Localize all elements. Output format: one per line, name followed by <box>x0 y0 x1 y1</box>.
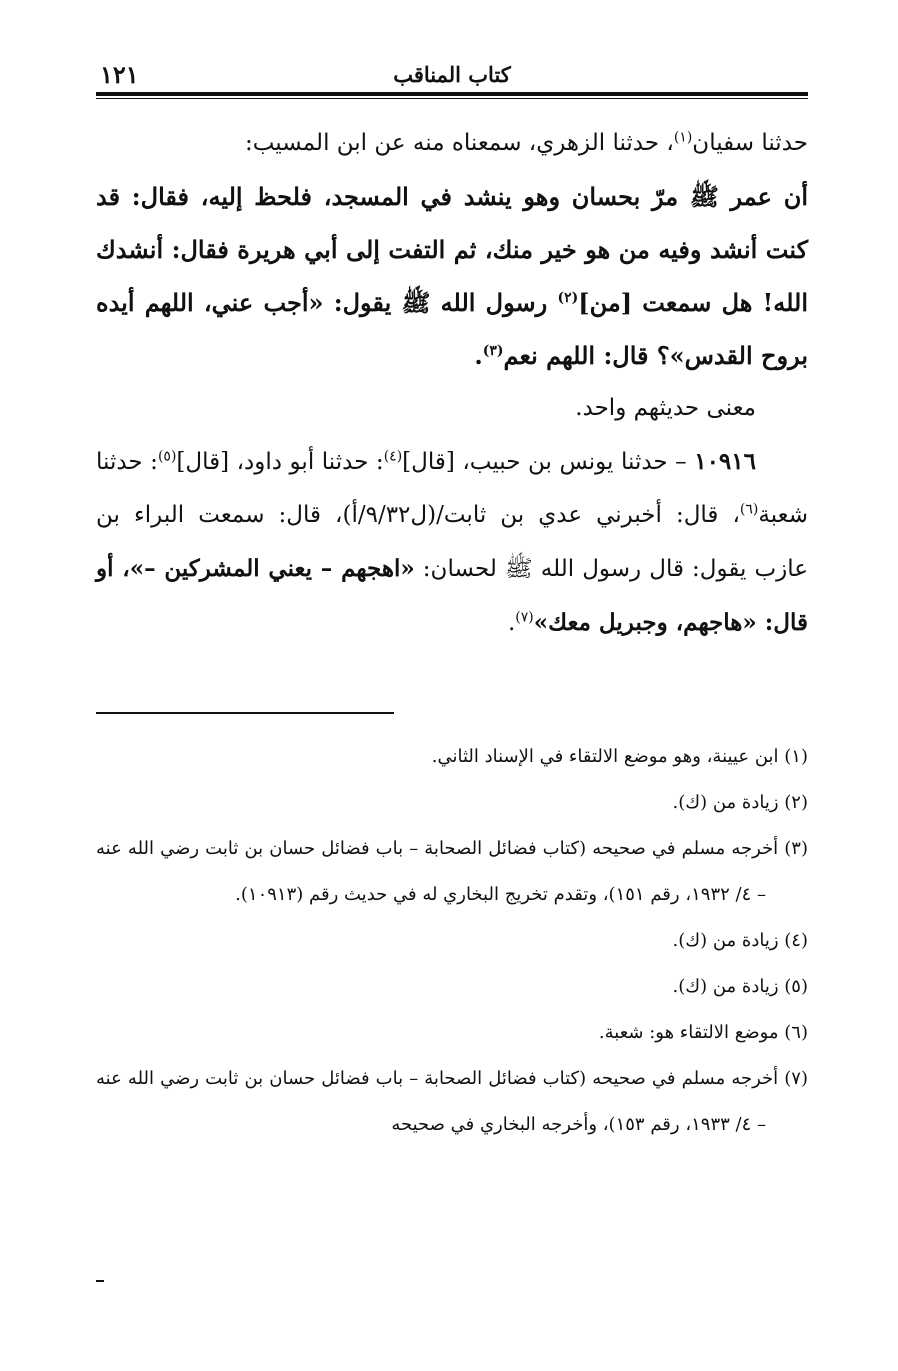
footnote-ref-6: (٦) <box>739 501 759 518</box>
footnote-ref-3: (٣) <box>482 343 504 359</box>
para4-bold-quote: «اهجهم – يعني المشركين –»، أو قال: «هاجهم، وجبريل معك» <box>96 555 808 636</box>
para4-part-d: ، قال: أخبرني عدي بن ثابت/(ل٩/٣٢/أ)، قال: سمعت البراء بن عازب يقول: قال رسول الله ﷺ لحسان: <box>96 502 808 582</box>
footnotes-section <box>96 734 808 1148</box>
footnote-ref-2: (٢) <box>557 290 579 306</box>
para1-rest: ، حدثنا الزهري، سمعناه منه عن ابن المسيب: <box>244 130 674 156</box>
header-rule-thin <box>96 98 808 99</box>
footnote-4: (٤) زيادة من (ك). <box>672 930 808 951</box>
header-rule-thick <box>96 92 808 96</box>
page-header <box>96 56 808 90</box>
hadith-number: ١٠٩١٦ <box>694 448 756 475</box>
footnote-ref-7: (٧) <box>515 609 534 626</box>
chapter-title: كتاب المناقب <box>393 62 511 87</box>
para4-part-a: – حدثنا يونس بن حبيب، [قال] <box>402 449 695 475</box>
para2-part-a: أن عمر ﷺ مرّ بحسان وهو ينشد في المسجد، فلحظ إليه، فقال: قد كنت أنشد وفيه من هو خير منك، ثم التفت إلى أبي هريرة فقال: أنشدك الله! هل سمعت [من] <box>96 182 809 317</box>
para1-text: حدثنا سفيان <box>692 130 808 156</box>
paragraph-chain-1 <box>96 117 808 170</box>
para2-part-b: رسول الله ﷺ يقول: «أجب عني، اللهم أيده بروح القدس»؟ قال: اللهم نعم <box>96 288 808 370</box>
paragraph-hadith-2 <box>96 435 808 650</box>
para4-part-b: : حدثنا أبو داود، [قال] <box>176 449 384 475</box>
footnote-3: (٣) أخرجه مسلم في صحيحه (كتاب فضائل الصحابة – باب فضائل حسان بن ثابت رضي الله عنه – ٤/ ١٩٣٢، رقم ١٥١)، وتقدم تخريج البخاري له في حديث رقم (١٠٩١٣). <box>96 838 808 905</box>
footnote-separator <box>96 712 394 714</box>
footnote-ref-1: (١) <box>673 129 693 146</box>
para4-part-c: : حدثنا شعبة <box>96 449 808 528</box>
footnote-2: (٢) زيادة من (ك). <box>672 792 808 813</box>
footnote-6: (٦) موضع الالتقاء هو: شعبة. <box>598 1022 808 1043</box>
footnote-5: (٥) زيادة من (ك). <box>672 976 808 997</box>
book-page <box>96 56 808 1296</box>
footnote-7: (٧) أخرجه مسلم في صحيحه (كتاب فضائل الصحابة – باب فضائل حسان بن ثابت رضي الله عنه – ٤/ ١٩٣٣، رقم ١٥٣)، وأخرجه البخاري في صحيحه <box>96 1068 808 1135</box>
footnote-ref-4: (٤) <box>383 448 403 465</box>
paragraph-hadith-text-1 <box>96 170 808 382</box>
page-number: ١٢١ <box>100 60 139 89</box>
continuation-mark <box>96 1280 104 1282</box>
para2-end: . <box>474 341 483 370</box>
paragraph-note: معنى حديثهم واحد. <box>575 395 756 421</box>
para4-end: . <box>507 610 516 636</box>
footnote-1: (١) ابن عيينة، وهو موضع الالتقاء في الإسناد الثاني. <box>431 746 808 767</box>
main-text <box>96 117 808 650</box>
footnote-ref-5: (٥) <box>157 448 177 465</box>
